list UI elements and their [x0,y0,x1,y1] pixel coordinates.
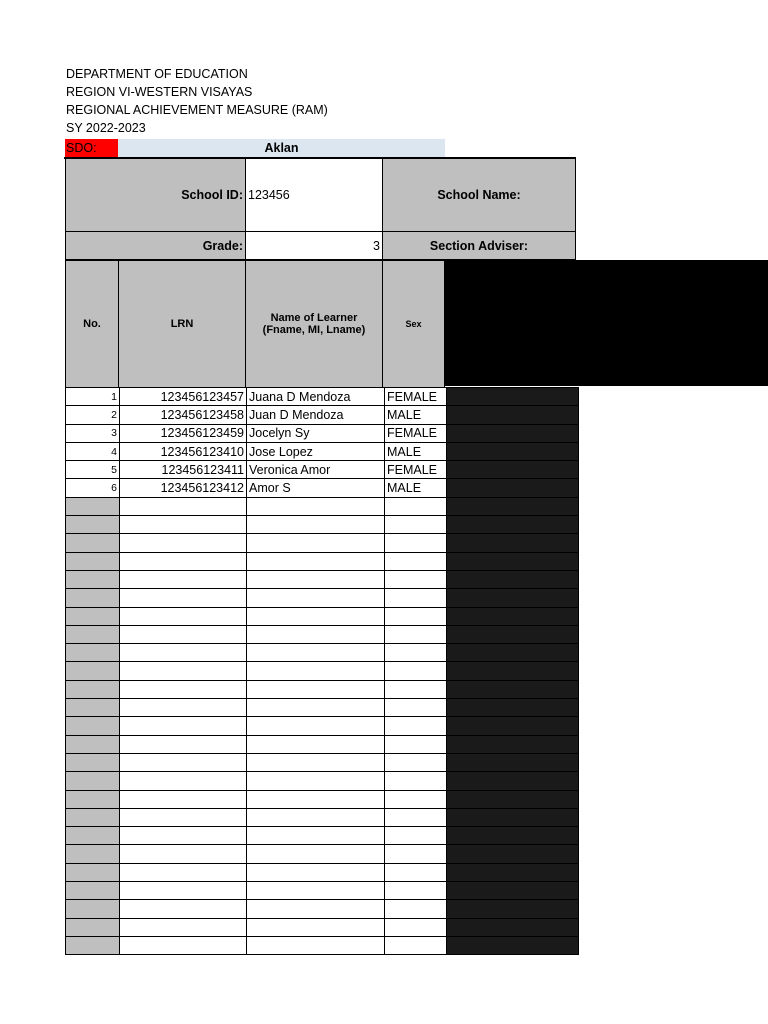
empty-sex[interactable] [385,552,447,570]
header-region: REGION VI-WESTERN VISAYAS [66,85,253,99]
empty-table-row [66,717,579,735]
grade-value[interactable]: 3 [245,231,383,260]
empty-table-row [66,699,579,717]
empty-number [66,662,120,680]
redacted-cell [447,680,579,698]
empty-sex[interactable] [385,753,447,771]
redacted-cell [447,662,579,680]
empty-number [66,534,120,552]
redacted-cell [447,644,579,662]
learner-number: 6 [66,479,120,497]
redacted-cell [447,882,579,900]
empty-name[interactable] [247,936,385,954]
empty-sex[interactable] [385,699,447,717]
empty-number [66,497,120,515]
learner-sex[interactable]: FEMALE [385,388,447,406]
empty-table-row [66,808,579,826]
learner-sex[interactable]: FEMALE [385,424,447,442]
empty-sex[interactable] [385,790,447,808]
empty-table-row [66,552,579,570]
redacted-cell [447,808,579,826]
empty-lrn[interactable] [120,882,247,900]
school-id-value[interactable]: 123456 [245,158,383,232]
empty-lrn[interactable] [120,753,247,771]
empty-name[interactable] [247,497,385,515]
redacted-cell [447,424,579,442]
learner-number: 2 [66,406,120,424]
redacted-cell [447,827,579,845]
empty-sex[interactable] [385,534,447,552]
redacted-cell [447,717,579,735]
empty-table-row [66,680,579,698]
empty-number [66,845,120,863]
learner-sex[interactable]: FEMALE [385,461,447,479]
empty-number [66,936,120,954]
empty-table-row [66,900,579,918]
empty-number [66,644,120,662]
empty-number [66,607,120,625]
empty-name[interactable] [247,845,385,863]
empty-sex[interactable] [385,717,447,735]
empty-lrn[interactable] [120,936,247,954]
empty-lrn[interactable] [120,918,247,936]
empty-table-row [66,570,579,588]
learner-lrn[interactable]: 123456123410 [120,442,247,460]
empty-table-row [66,516,579,534]
learner-sex[interactable]: MALE [385,442,447,460]
redacted-cell [447,442,579,460]
redacted-cell [447,607,579,625]
column-header-name: Name of Learner (Fname, MI, Lname) [245,260,383,388]
empty-number [66,918,120,936]
header-department: DEPARTMENT OF EDUCATION [66,67,248,81]
empty-table-row [66,625,579,643]
empty-table-row [66,534,579,552]
empty-lrn[interactable] [120,699,247,717]
sdo-value[interactable]: Aklan [118,139,445,157]
redacted-cell [447,589,579,607]
learner-name[interactable]: Amor S [247,479,385,497]
empty-name[interactable] [247,699,385,717]
learner-name[interactable]: Juana D Mendoza [247,388,385,406]
empty-name[interactable] [247,625,385,643]
learner-sex[interactable]: MALE [385,479,447,497]
column-header-no: No. [65,260,119,388]
empty-sex[interactable] [385,589,447,607]
empty-table-row [66,827,579,845]
empty-name[interactable] [247,808,385,826]
empty-sex[interactable] [385,625,447,643]
learner-number: 4 [66,442,120,460]
header-school-year: SY 2022-2023 [66,121,146,135]
empty-name[interactable] [247,918,385,936]
empty-lrn[interactable] [120,827,247,845]
empty-number [66,589,120,607]
redacted-cell [447,936,579,954]
empty-number [66,900,120,918]
redacted-cell [447,625,579,643]
empty-sex[interactable] [385,808,447,826]
redacted-cell [447,497,579,515]
redacted-cell [447,570,579,588]
redacted-cell [447,388,579,406]
empty-lrn[interactable] [120,589,247,607]
learner-name[interactable]: Jose Lopez [247,442,385,460]
empty-sex[interactable] [385,827,447,845]
school-id-label: School ID: [65,158,246,232]
empty-table-row [66,735,579,753]
learner-lrn[interactable]: 123456123411 [120,461,247,479]
redacted-cell [447,772,579,790]
redacted-cell [447,461,579,479]
empty-lrn[interactable] [120,534,247,552]
empty-number [66,625,120,643]
table-row [66,461,579,479]
empty-sex[interactable] [385,680,447,698]
grade-label: Grade: [65,231,246,260]
empty-sex[interactable] [385,516,447,534]
empty-lrn[interactable] [120,863,247,881]
empty-lrn[interactable] [120,607,247,625]
empty-lrn[interactable] [120,790,247,808]
section-adviser-label: Section Adviser: [382,231,576,260]
empty-number [66,699,120,717]
empty-name[interactable] [247,772,385,790]
empty-number [66,735,120,753]
empty-lrn[interactable] [120,772,247,790]
empty-lrn[interactable] [120,662,247,680]
empty-sex[interactable] [385,607,447,625]
learner-lrn[interactable]: 123456123458 [120,406,247,424]
learner-lrn[interactable]: 123456123457 [120,388,247,406]
empty-lrn[interactable] [120,552,247,570]
table-row [66,424,579,442]
empty-name[interactable] [247,589,385,607]
redacted-cell [447,479,579,497]
empty-sex[interactable] [385,863,447,881]
sdo-label: SDO: [65,139,118,157]
empty-sex[interactable] [385,882,447,900]
redacted-cell [447,790,579,808]
empty-table-row [66,772,579,790]
empty-table-row [66,936,579,954]
empty-number [66,790,120,808]
redacted-cell [447,534,579,552]
table-row [66,479,579,497]
table-row [66,388,579,406]
column-header-lrn: LRN [118,260,246,388]
learner-name[interactable]: Veronica Amor [247,461,385,479]
table-row [66,442,579,460]
empty-lrn[interactable] [120,516,247,534]
empty-table-row [66,662,579,680]
empty-name[interactable] [247,516,385,534]
learner-number: 3 [66,424,120,442]
empty-table-row [66,918,579,936]
empty-name[interactable] [247,552,385,570]
empty-name[interactable] [247,753,385,771]
school-name-label: School Name: [382,158,576,232]
empty-name[interactable] [247,863,385,881]
redacted-cell [447,900,579,918]
empty-sex[interactable] [385,772,447,790]
learner-lrn[interactable]: 123456123459 [120,424,247,442]
empty-name[interactable] [247,900,385,918]
redacted-cell [447,845,579,863]
empty-sex[interactable] [385,845,447,863]
empty-number [66,570,120,588]
empty-number [66,863,120,881]
learner-table [65,387,579,955]
empty-name[interactable] [247,827,385,845]
empty-lrn[interactable] [120,808,247,826]
header-measure: REGIONAL ACHIEVEMENT MEASURE (RAM) [66,103,328,117]
empty-sex[interactable] [385,900,447,918]
empty-table-row [66,644,579,662]
empty-lrn[interactable] [120,497,247,515]
empty-number [66,516,120,534]
empty-sex[interactable] [385,570,447,588]
table-row [66,406,579,424]
empty-name[interactable] [247,570,385,588]
learner-name[interactable]: Jocelyn Sy [247,424,385,442]
empty-table-row [66,753,579,771]
redacted-cell [447,552,579,570]
empty-name[interactable] [247,735,385,753]
empty-name[interactable] [247,644,385,662]
empty-lrn[interactable] [120,625,247,643]
empty-number [66,772,120,790]
empty-lrn[interactable] [120,680,247,698]
empty-sex[interactable] [385,497,447,515]
empty-name[interactable] [247,680,385,698]
empty-lrn[interactable] [120,717,247,735]
learner-lrn[interactable]: 123456123412 [120,479,247,497]
redacted-cell [447,516,579,534]
learner-number: 1 [66,388,120,406]
learner-number: 5 [66,461,120,479]
empty-name[interactable] [247,534,385,552]
empty-name[interactable] [247,882,385,900]
empty-lrn[interactable] [120,900,247,918]
empty-sex[interactable] [385,936,447,954]
empty-number [66,827,120,845]
empty-lrn[interactable] [120,570,247,588]
column-header-sex: Sex [382,260,445,388]
redacted-cell [447,918,579,936]
empty-sex[interactable] [385,662,447,680]
empty-number [66,717,120,735]
empty-table-row [66,882,579,900]
empty-sex[interactable] [385,918,447,936]
empty-table-row [66,845,579,863]
empty-name[interactable] [247,717,385,735]
empty-sex[interactable] [385,644,447,662]
empty-lrn[interactable] [120,735,247,753]
redacted-header-block [444,260,768,386]
empty-number [66,552,120,570]
empty-lrn[interactable] [120,644,247,662]
empty-number [66,753,120,771]
empty-number [66,882,120,900]
empty-table-row [66,589,579,607]
empty-name[interactable] [247,662,385,680]
empty-table-row [66,497,579,515]
redacted-cell [447,863,579,881]
empty-number [66,680,120,698]
empty-sex[interactable] [385,735,447,753]
empty-name[interactable] [247,790,385,808]
redacted-cell [447,753,579,771]
empty-table-row [66,863,579,881]
empty-number [66,808,120,826]
redacted-cell [447,406,579,424]
redacted-cell [447,735,579,753]
learner-sex[interactable]: MALE [385,406,447,424]
empty-lrn[interactable] [120,845,247,863]
empty-name[interactable] [247,607,385,625]
learner-name[interactable]: Juan D Mendoza [247,406,385,424]
empty-table-row [66,607,579,625]
redacted-cell [447,699,579,717]
empty-table-row [66,790,579,808]
